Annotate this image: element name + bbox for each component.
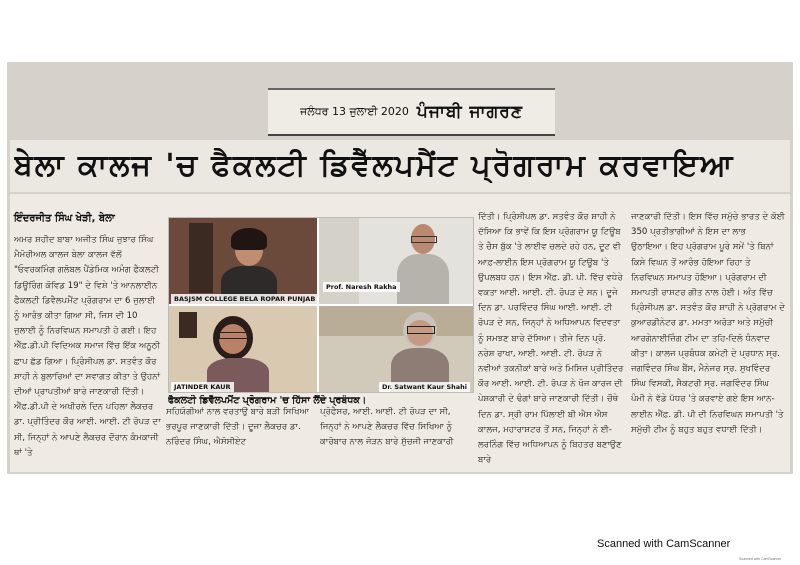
headline: ਬੇਲਾ ਕਾਲਜ 'ਚ ਫੈਕਲਟੀ ਡਿਵੈੱਲਪਮੈਂਟ ਪ੍ਰੋਗਰਾਮ ਕਰਵਾਇਆ	[14, 148, 735, 183]
newspaper-name: ਪੰਜਾਬੀ ਜਾਗਰਣ	[416, 102, 523, 122]
photo-tile-college	[169, 218, 317, 304]
article-column-2: ਸਹਿਯੋਗੀਆਂ ਨਾਲ ਵਰਤਾਉ ਬਾਰੇ ਬੜੀ ਸਿਖਿਆ ਭਰਪੂਰ ਜਾਣਕਾਰੀ ਦਿੱਤੀ। ਦੂਜਾ ਲੈਕਚਰ ਡਾ. ਨਰਿੰਦਰ ਸਿੰਘ, ਐਸੋਸੀਏਟ	[166, 407, 309, 448]
article-column-4: ਜਾਣਕਾਰੀ ਦਿੱਤੀ। ਇਸ ਵਿੱਚ ਸਮੁੱਚੇ ਭਾਰਤ ਦੇ ਕੋਈ 350 ਪ੍ਰਤੀਭਾਗੀਆਂ ਨੇ ਇਸ ਦਾ ਲਾਭ ਉਠਾਇਆ। ਇਹ ਪ੍ਰੋਗਰਾਮ ਪੂਰੇ ਸਮੇਂ 'ਤੇ ਬਿਨਾਂ ਕਿਸੇ ਵਿਘਨ ਤੋਂ ਆਰੰਭ ਹੋਇਆ ਰਿਹਾ ਤੇ ਨਿਰਵਿਘਨ ਸਮਾਪਤ ਹੋਇਆ। ਪ੍ਰੋਗਰਾਮ ਦੀ ਸਮਾਪਤੀ ਰਾਸ਼ਟਰ ਗੀਤ ਨਾਲ ਹੋਈ। ਅੰਤ ਵਿੱਚ ਪ੍ਰਿੰਸੀਪਲ ਡਾ. ਸਤਵੰਤ ਕੌਰ ਸ਼ਾਹੀ ਨੇ ਪ੍ਰੋਗਰਾਮ ਦੇ ਕੁਆਰਡੀਨੇਟਰ ਡਾ. ਮਮਤਾ ਅਰੋੜਾ ਅਤੇ ਸਮੁੱਚੀ ਆਰਗੇਨਾਈਜ਼ਿੰਗ ਟੀਮ ਦਾ ਤਹਿ-ਦਿਲੋ ਧੰਨਵਾਦ ਕੀਤਾ। ਕਾਲਜ ਪ੍ਰਬੰਧਕ ਕਮੇਟੀ ਦੇ ਪ੍ਰਧਾਨ ਸ੍ਰ. ਜਗਵਿੰਦਰ ਸਿੰਘ ਬੈਂਸ, ਮੈਨੇਜਰ ਸ੍ਰ. ਸੁਖਵਿੰਦਰ ਸਿੰਘ ਵਿਸਕੀ, ਸੈਕਟਰੀ ਸ੍ਰ. ਜਗਵਿੰਦਰ ਸਿੰਘ ਪੰਮੀ ਨੇ ਵੱਡੇ ਪੱਧਰ 'ਤੇ ਕਰਵਾਏ ਗਏ ਇਸ ਆਨ-ਲਾਈਨ ਐੱਫ਼. ਡੀ. ਪੀ ਦੀ ਨਿਰਵਿਘਨ ਸਮਾਪਤੀ 'ਤੇ ਸਮੁੱਚੀ ਟੀਮ ਨੂੰ ਬਹੁਤ ਬਹੁਤ ਵਧਾਈ ਦਿੱਤੀ।	[631, 212, 785, 435]
scanner-watermark-small: Scanned with CamScanner	[739, 557, 782, 561]
issue-date: ਜਲੰਧਰ 13 ਜੁਲਾਈ 2020	[300, 105, 409, 118]
label-naresh: Prof. Naresh Rakha	[323, 282, 400, 292]
article-column-2-continued: ਪ੍ਰੋਫੈਸਰ, ਆਈ. ਆਈ. ਟੀ ਰੋਪੜ ਦਾ ਸੀ, ਜਿਨ੍ਹਾਂ ਨੇ ਆਪਣੇ ਲੈਕਚਰ ਵਿੱਚ ਸਿਖਿਆ ਨੂੰ ਕਾਰੋਬਾਰ ਨਾਲ ਜੋੜਨ ਬਾਰੇ ਸੁੱਚਜੀ ਜਾਣਕਾਰੀ	[320, 407, 454, 448]
article-column-1: ਅਮਰ ਸ਼ਹੀਦ ਬਾਬਾ ਅਜੀਤ ਸਿੰਘ ਜੁਝਾਰ ਸਿੰਘ ਮੈਮੋਰੀਅਲ ਕਾਲਜ ਬੇਲਾ ਕਾਲਜ ਵੱਲੋਂ "ਓਵਰਕਮਿੰਗ ਗਲੋਬਲ ਪੈਂਡੇਮਿਕ ਅਮੰਗ ਫੈਕਲਟੀ ਡਿਊਰਿੰਗ ਕੋਵਿਡ 19" ਦੇ ਵਿਸ਼ੇ 'ਤੇ ਆਨਲਾਈਨ ਫੈਕਲਟੀ ਡਿਵੈਲਪਮੈਂਟ ਪ੍ਰੋਗਰਾਮ ਦਾ 6 ਜੁਲਾਈ ਨੂੰ ਆਰੰਭ ਕੀਤਾ ਗਿਆ ਸੀ, ਜਿਸ ਦੀ 10 ਜੁਲਾਈ ਨੂੰ ਨਿਰਵਿਘਨ ਸਮਾਪਤੀ ਹੋ ਗਈ। ਇਹ ਐੱਫ਼.ਡੀ.ਪੀ ਵਿਦਿਅਕ ਸਮਾਜ ਵਿੱਚ ਇੱਕ ਅਨੂਠੀ ਛਾਪ ਛੱਡ ਗਿਆ। ਪ੍ਰਿੰਸੀਪਲ ਡਾ. ਸਤਵੰਤ ਕੌਰ ਸ਼ਾਹੀ ਨੇ ਬੁਲਾਰਿਆਂ ਦਾ ਸਵਾਗਤ ਕੀਤਾ ਤੇ ਉਹਨਾਂ ਦੀਆਂ ਪ੍ਰਾਪਤੀਆਂ ਬਾਰੇ ਜਾਣਕਾਰੀ ਦਿੱਤੀ। ਐੱਫ਼.ਡੀ.ਪੀ ਦੇ ਅਖੀਰਲੇ ਦਿਨ ਪਹਿਲਾ ਲੈਕਚਰ ਡਾ. ਪ੍ਰੀਤਿੰਦਰ ਕੌਰ ਆਈ. ਆਈ. ਟੀ ਰੋਪੜ ਦਾ ਸੀ, ਜਿਨ੍ਹਾਂ ਨੇ ਆਪਣੇ ਲੈਕਚਰ ਦੌਰਾਨ ਕੰਮਕਾਜੀ ਥਾਂ 'ਤੇ	[14, 235, 161, 458]
article-column-3: ਦਿੱਤੀ। ਪ੍ਰਿੰਸੀਪਲ ਡਾ. ਸਤਵੰਤ ਕੌਰ ਸ਼ਾਹੀ ਨੇ ਦੱਸਿਆ ਕਿ ਭਾਵੇਂ ਕਿ ਇਸ ਪ੍ਰੋਗਰਾਮ ਯੂ ਟਿਊਬ ਤੇ ਚੈਸ ਬੁੱਕ 'ਤੇ ਲਾਈਵ ਚਲਦੇ ਰਹੇ ਹਨ, ਦੂਟ ਵੀ ਆਫ਼-ਲਾਈਨ ਇਸ ਪ੍ਰੋਗਰਾਮ ਯੂ ਟਿਊਬ 'ਤੇ ਉਪਲਬਧ ਹਨ। ਇਸ ਐੱਫ਼. ਡੀ. ਪੀ. ਵਿੱਚ ਵਧੇਰੇ ਵਕਤਾ ਆਈ. ਆਈ. ਟੀ. ਰੋਪੜ ਦੇ ਸਨ। ਦੂਜੇ ਦਿਨ ਡਾ. ਪਰਵਿੰਦਰ ਸਿੰਘ ਆਈ. ਆਈ. ਟੀ ਰੋਪੜ ਦੇ ਸਨ, ਜਿਨ੍ਹਾਂ ਨੇ ਅਧਿਆਪਨ ਵਿਦਵਤਾ ਨੂੰ ਸਮਝਣ ਬਾਰੇ ਦੱਸਿਆ। ਤੀਜੇ ਦਿਨ ਪ੍ਰੋ. ਨਰੇਸ਼ ਰਾਖਾ, ਆਈ. ਆਈ. ਟੀ. ਰੋਪੜ ਨੇ ਨਵੀਆਂ ਤਕਨੀਕਾਂ ਬਾਰੇ ਅਤੇ ਮਿਸਿਜ਼ ਪ੍ਰੀਤਿੰਦਰ ਕੌਰ ਆਈ. ਆਈ. ਟੀ. ਰੋਪੜ ਨੇ ਖੋਜ ਕਾਰਜ ਦੀ ਪੇਸ਼ਕਾਰੀ ਦੇ ਢੰਗਾਂ ਬਾਰੇ ਜਾਣਕਾਰੀ ਦਿੱਤੀ। ਚੌਥੇ ਦਿਨ ਡਾ. ਸ੍ਰੀ ਰਾਮ ਪਿੱਲਾਈ ਬੀ ਐਸ ਐਸ ਕਾਲਜ, ਮਹਾਰਾਸ਼ਟਰ ਤੋਂ ਸਨ, ਜਿਨ੍ਹਾਂ ਨੇ ਈ-ਲਰਨਿੰਗ ਵਿੱਚ ਅਧਿਆਪਨ ਨੂੰ ਬਿਹਤਰ ਬਣਾਉਣ ਬਾਰੇ	[478, 212, 624, 466]
photo-caption: ਫੈਕਲਟੀ ਡਿਵੈੱਲਪਮੈਂਟ ਪ੍ਰੋਗਰਾਮ 'ਚ ਹਿੱਸਾ ਲੈਂਦੇ ਪ੍ਰਬੰਧਕ।	[168, 395, 367, 406]
photo-tile-satwant	[319, 306, 473, 392]
label-jatinder: JATINDER KAUR	[171, 382, 234, 392]
photo-tile-naresh	[319, 218, 473, 304]
masthead	[268, 88, 555, 136]
byline: ਇੰਦਰਜੀਤ ਸਿੰਘ ਖੇੜੀ, ਬੇਲਾ	[14, 213, 115, 224]
photo-tile-jatinder	[169, 306, 317, 392]
label-satwant: Dr. Satwant Kaur Shahi	[379, 382, 470, 392]
video-call-photo	[168, 217, 474, 393]
label-college: BASJSM COLLEGE BELA ROPAR PUNJAB	[171, 294, 317, 304]
scanner-watermark: Scanned with CamScanner	[597, 538, 731, 550]
